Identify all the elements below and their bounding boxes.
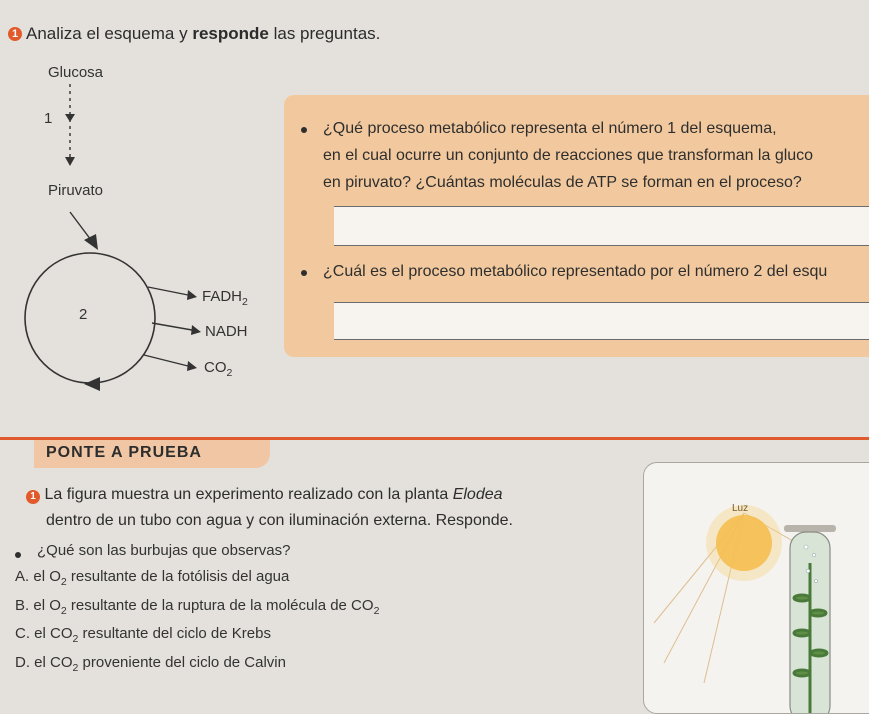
nadh-label: NADH <box>205 323 248 340</box>
question-2-line-1: ¿Cuál es el proceso metabólico representado por el número 2 del esqu <box>323 263 828 280</box>
metabolic-diagram <box>0 0 290 420</box>
option-c[interactable]: C. el $CO_2$ resultante del ciclo de Krebs <box>15 625 271 645</box>
option-b[interactable]: B. el $O_2$ resultante de la ruptura de la molécula de $CO_2$ <box>15 597 380 617</box>
glucose-label: Glucosa <box>48 64 104 81</box>
experiment-line-1: 1 La figura muestra un experimento realizado con la planta Elodea <box>26 483 503 507</box>
experiment-line-2: dentro de un tubo con agua y con iluminación externa. Responde. <box>46 512 513 529</box>
pyruvate-label: Piruvato <box>48 182 104 199</box>
arrow-head-2 <box>65 157 75 166</box>
question-1-line-2: en el cual ocurre un conjunto de reacciones que transforman la gluco <box>323 147 814 164</box>
answer-box-1[interactable] <box>334 206 869 246</box>
co2-label: $CO_2$ <box>204 359 233 379</box>
activity-instruction: 1 Analiza el esquema y responde las preguntas. <box>8 24 380 44</box>
co2-arrow-line <box>144 355 188 366</box>
fadh2-arrow-line <box>148 287 188 295</box>
bullet-experiment-question <box>15 552 21 558</box>
cycle-entry-arrow <box>84 234 98 250</box>
nadh-arrow-head <box>191 325 201 335</box>
test-tube-rim <box>784 525 836 532</box>
experiment-question: ¿Qué son las burbujas que observas? <box>37 542 291 559</box>
step-one-number: 1 <box>44 110 53 127</box>
nadh-arrow-line <box>152 323 192 330</box>
question-1-line-1: ¿Qué proceso metabólico representa el número 1 del esquema, <box>323 120 777 137</box>
answer-box-2[interactable] <box>334 302 869 340</box>
bullet-q1 <box>301 127 307 133</box>
experiment-number: 1 <box>26 490 40 504</box>
bullet-q2 <box>301 270 307 276</box>
section-title: PONTE A PRUEBA <box>46 444 202 461</box>
option-a[interactable]: A. el $O_2$ resultante de la fotólisis del agua <box>15 568 290 588</box>
option-d[interactable]: D. el $CO_2$ proveniente del ciclo de Calvin <box>15 654 286 674</box>
sun-icon <box>706 505 782 581</box>
fadh2-arrow-head <box>187 290 197 300</box>
cycle-number: 2 <box>79 306 88 323</box>
question-1-line-3: en piruvato? ¿Cuántas moléculas de ATP se forman en el proceso? <box>323 174 802 191</box>
activity-number: 1 <box>8 27 22 41</box>
light-label: Luz <box>732 503 749 514</box>
krebs-cycle-circle <box>25 253 155 383</box>
elodea-illustration <box>644 463 869 713</box>
co2-arrow-head <box>187 361 197 371</box>
arrow-head-1 <box>65 114 75 122</box>
fadh2-label: $FADH_2$ <box>202 288 248 308</box>
cycle-direction-arrow <box>84 377 100 391</box>
experiment-figure <box>643 462 869 714</box>
